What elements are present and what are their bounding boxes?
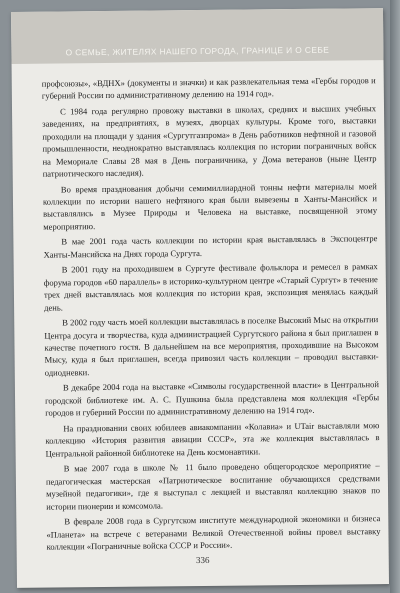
paragraph: профсоюзы», «ВДНХ» (документы и значки) и как развлекательная тема «Гербы городов и губерний России по административному делению на 1914 год». (41, 75, 376, 102)
paragraph: В феврале 2008 года в Сургутском институте международной экономики и бизнеса «Планета» на встрече с ветеранами Великой Отечественной войны провел выставку коллекции «Пограничные войска СССР и России». (46, 513, 381, 552)
page-number: 336 (195, 554, 210, 566)
paragraph: Во время празднования добычи семимиллиардной тонны нефти материалы моей коллекции по истории нашего нефтяного края были вывезены в Ханты-Мансийск и выставлялись в Музее Природы и Человека на выставке, посвященной этому мероприятию. (42, 180, 378, 232)
paragraph: В декабре 2004 года на выставке «Символы государственной власти» в Центральной городской библиотеке им. А. С. Пушкина была представлена моя коллекция «Гербы городов и губерний России по административному делению на 1914 год». (45, 379, 380, 418)
paragraph: С 1984 года регулярно провожу выставки в школах, средних и высших учебных заведениях, на предприятиях, в музеях, дворцах культуры. Кроме того, выставки проходили на площади у здания «Сургутгазпрома» в День работников нефтяной и газовой промышленности, неоднократно выставлялась коллекция по истории пограничных войск на Мемориале Славы 28 мая в День пограничника, у Дома ветеранов (ныне Центр патриотического наследия). (42, 103, 377, 179)
paragraph: В мае 2001 года часть коллекции по истории края выставлялась в Экспоцентре Ханты-Мансийска на Днях города Сургута. (43, 233, 378, 260)
book-page (11, 8, 389, 588)
paragraph: В 2002 году часть моей коллекции выставлялась в поселке Высокий Мыс на открытии Центра досуга и творчества, куда администрацией Сургутского района я был приглашен в качестве почетного гостя. В дальнейшем на все мероприятия, проходившие на Высоком Мысу, куда я был приглашен, всегда привозил часть коллекции – проводил выставки-одиодневки. (44, 314, 379, 378)
body-text (42, 74, 381, 556)
paragraph: В 2001 году на проходившем в Сургуте фестивале фольклора и ремесел в рамках форума городов «60 параллель» в историко-культурном центре «Старый Сургут» в течение трех дней выставлялась моя коллекция по истории края, экспозиция менялась каждый день. (43, 261, 378, 313)
paragraph: В мае 2007 года в школе № 11 было проведено общегородское мероприятие – педагогическая мастерская «Патриотическое воспитание обучающихся средствами музейной педагогики», где я выступал с лекцией и выставлял коллекцию знаков по истории пионерии и комсомола. (45, 460, 381, 512)
running-head: О СЕМЬЕ, ЖИТЕЛЯХ НАШЕГО ГОРОДА, ГРАНИЦЕ И О СЕБЕ (65, 44, 330, 58)
background-edge (390, 0, 400, 593)
paragraph: На праздновании своих юбилеев авиакомпании «Колавиа» и UTair выставляли мою коллекцию «История развития авиации СССР», эта же коллекция выставлялась в Центральной районной библиотеке на День космонавтики. (45, 420, 380, 459)
